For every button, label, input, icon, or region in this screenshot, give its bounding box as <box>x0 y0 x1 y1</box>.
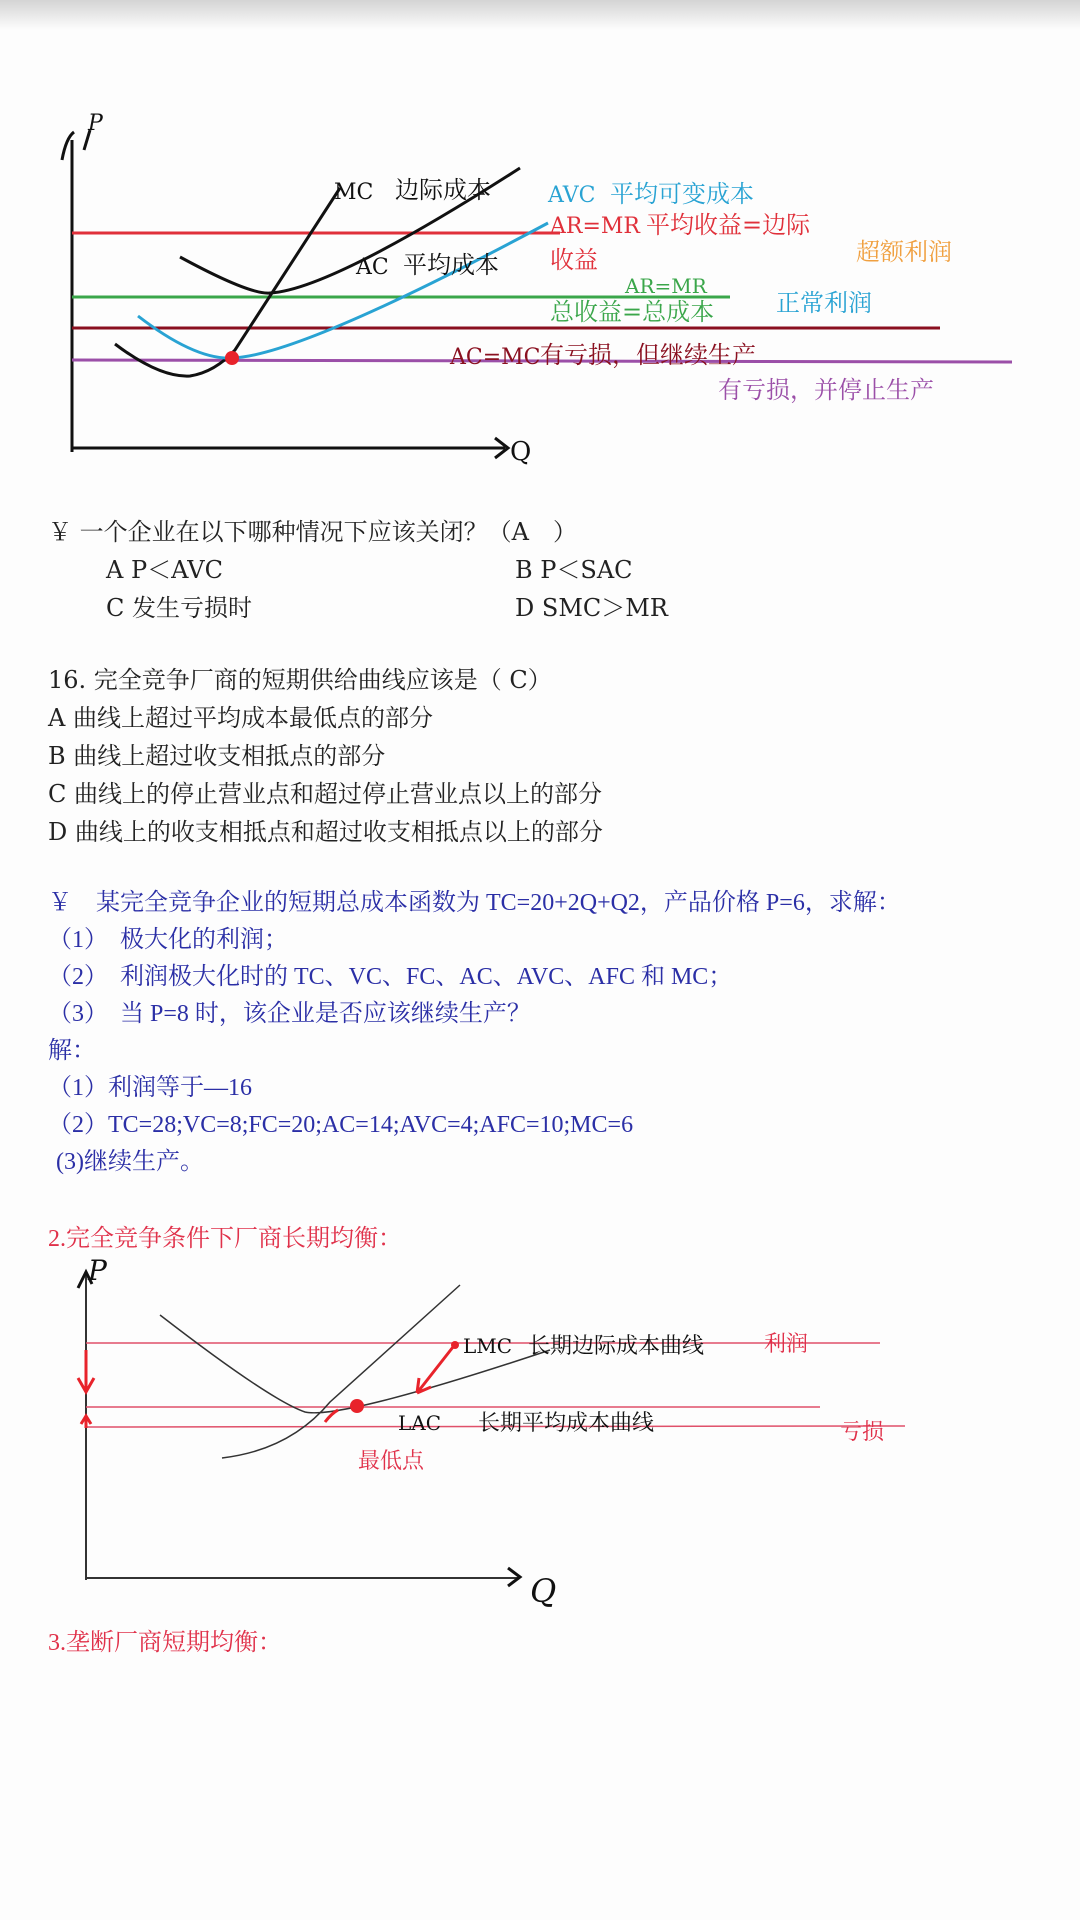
answer-3: (3)继续生产。 <box>56 1149 204 1175</box>
lac-desc: 长期平均成本曲线 <box>478 1411 655 1436</box>
lac-label: LAC <box>398 1411 442 1435</box>
problem-part-3: （3） 当 P=8 时，该企业是否应该继续生产？ <box>48 1001 531 1027</box>
shutdown-option-d: D SMC＞MR <box>515 594 668 622</box>
ar-mr-desc-2: 收益 <box>550 246 598 274</box>
down-arrow-icon <box>78 1350 94 1392</box>
solution-label: 解： <box>48 1038 96 1064</box>
lmc-desc: 长期边际成本曲线 <box>528 1334 705 1359</box>
lmc-label: LMC <box>463 1334 513 1358</box>
profit-label: 利润 <box>764 1332 809 1357</box>
q16-option-d: D 曲线上的收支相抵点和超过收支相抵点以上的部分 <box>48 818 603 846</box>
shutdown-point <box>225 351 239 365</box>
answer-2: （2）TC=28;VC=8;FC=20;AC=14;AVC=4;AFC=10;MC=6 <box>48 1112 634 1138</box>
section2-title: 2.完全竞争条件下厂商长期均衡： <box>48 1226 402 1252</box>
q16-option-a: A 曲线上超过平均成本最低点的部分 <box>48 704 433 732</box>
q16-option-b: B 曲线上超过收支相抵点的部分 <box>48 742 386 770</box>
lac-curve <box>160 1315 550 1413</box>
ar-mr-desc: 平均收益=边际 <box>646 211 811 239</box>
shutdown-option-b: B P＜SAC <box>515 556 633 584</box>
ar-mr-label: AR=MR <box>550 214 640 239</box>
lowest-point-dot <box>350 1399 364 1413</box>
avc-curve <box>138 223 548 358</box>
mc-desc: 边际成本 <box>395 176 491 204</box>
ac-mc-label: AC=MC <box>450 345 541 370</box>
tr-tc-label: 总收益=总成本 <box>550 298 715 326</box>
normal-profit-label: 正常利润 <box>776 289 872 317</box>
q16-option-c: C 曲线上的停止营业点和超过停止营业点以上的部分 <box>48 780 602 808</box>
lowest-point-label: 最低点 <box>358 1449 425 1474</box>
answer-1: （1）利润等于—16 <box>48 1075 252 1101</box>
x-axis-label: Q <box>530 1572 557 1610</box>
problem-stem: ￥ 某完全竞争企业的短期总成本函数为 TC=20+2Q+Q2，产品价格 P=6，求解： <box>48 890 901 916</box>
up-arrow-icon <box>81 1416 91 1428</box>
shutdown-question-stem: ￥ 一个企业在以下哪种情况下应该关闭？（A ） <box>48 518 577 546</box>
loss-continue-label: 有亏损，但继续生产 <box>540 341 756 369</box>
top-shadow-bar <box>0 0 1080 30</box>
ar-mr-green-label: AR=MR <box>625 274 707 298</box>
section3-title: 3.垄断厂商短期均衡： <box>48 1630 282 1656</box>
ac-label: AC <box>356 255 389 280</box>
x-axis-label: Q <box>510 437 532 467</box>
avc-label: AVC <box>548 183 596 208</box>
ac-desc: 平均成本 <box>403 251 499 279</box>
q16-stem: 16. 完全竞争厂商的短期供给曲线应该是（ C） <box>48 666 552 694</box>
problem-part-1: （1） 极大化的利润； <box>48 927 288 953</box>
y-axis-label: P <box>88 1254 107 1287</box>
problem-part-2: （2） 利润极大化时的 TC、VC、FC、AC、AVC、AFC 和 MC； <box>48 964 733 990</box>
shutdown-option-c: C 发生亏损时 <box>106 594 252 622</box>
mc-label: MC <box>334 180 374 205</box>
lmc-point <box>451 1341 459 1349</box>
long-run-equilibrium-diagram <box>0 1250 1080 1610</box>
super-profit-label: 超额利润 <box>856 238 952 266</box>
loss-label: 亏损 <box>840 1420 885 1445</box>
y-axis-label: P <box>88 111 103 136</box>
short-run-cost-diagram <box>0 80 1080 560</box>
loss-stop-label: 有亏损，并停止生产 <box>718 376 934 404</box>
avc-desc: 平均可变成本 <box>610 180 754 208</box>
shutdown-option-a: A P＜AVC <box>106 556 223 584</box>
